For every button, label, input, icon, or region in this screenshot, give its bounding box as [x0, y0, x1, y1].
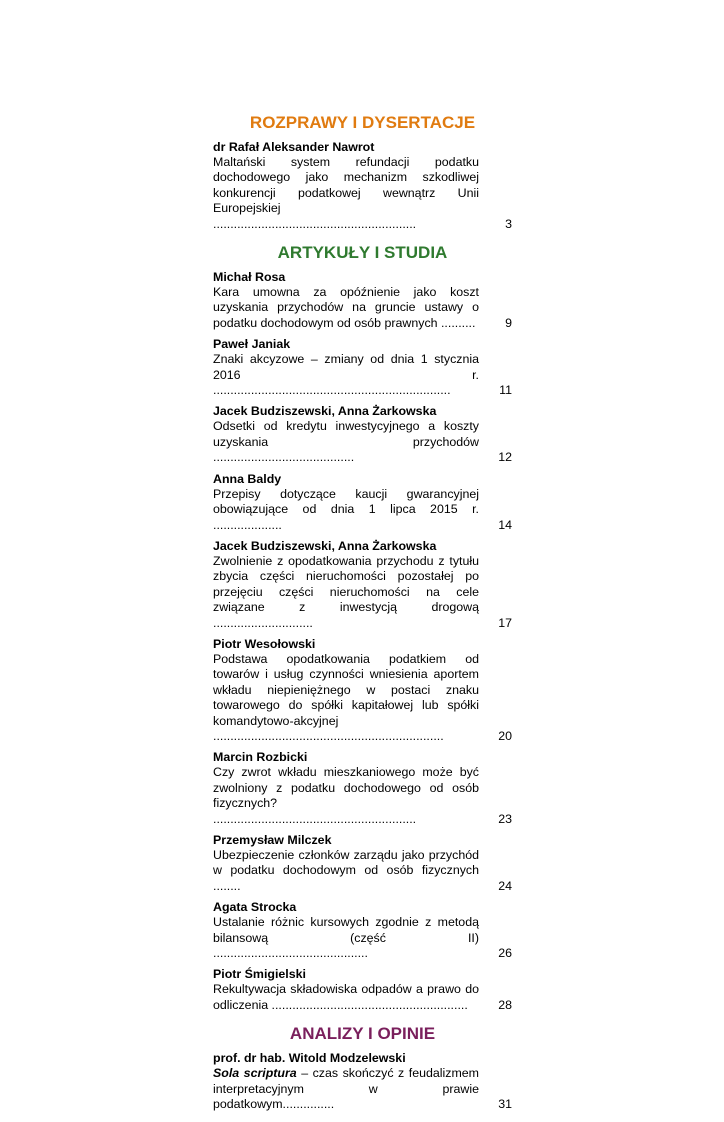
- toc-entry[interactable]: [213, 472, 512, 533]
- toc-entry[interactable]: [213, 404, 512, 465]
- entry-author: Jacek Budziszewski, Anna Żarkowska: [213, 538, 437, 553]
- entry-author: dr Rafał Aleksander Nawrot: [213, 140, 375, 154]
- entry-author: Anna Baldy: [213, 471, 282, 486]
- toc-entry[interactable]: [213, 637, 512, 744]
- entry-page: 24: [498, 878, 512, 893]
- entry-page: 20: [498, 728, 512, 743]
- toc-entry[interactable]: [213, 539, 512, 631]
- entry-title: Odsetki od kredytu inwestycyjnego a koszty uzyskania przychodów .........................................: [213, 419, 479, 465]
- entry-title: Maltański system refundacji podatku dochodowego jako mechanizm szkodliwej konkurencji podatkowej wewnątrz Unii Europejskiej ...........................................................: [213, 155, 479, 231]
- entry-title-italic: Sola scriptura: [213, 1066, 297, 1081]
- section-artykuly: [213, 242, 512, 1013]
- entry-page: 14: [498, 517, 512, 532]
- toc-entry[interactable]: [213, 750, 512, 827]
- section-rozprawy: [213, 112, 512, 232]
- entry-author: Michał Rosa: [213, 270, 286, 285]
- entry-page: 26: [498, 946, 512, 961]
- toc-entry[interactable]: [213, 900, 512, 961]
- toc-entry[interactable]: [213, 140, 512, 232]
- entry-author: Jacek Budziszewski, Anna Żarkowska: [213, 404, 437, 419]
- entry-author: Piotr Śmigielski: [213, 967, 306, 982]
- toc-entry[interactable]: [213, 337, 512, 398]
- section-analizy: [213, 1023, 512, 1112]
- entry-author: Agata Strocka: [213, 900, 297, 915]
- toc-entry[interactable]: [213, 967, 512, 1013]
- section-title: ROZPRAWY I DYSERTACJE: [249, 113, 476, 132]
- entry-author: prof. dr hab. Witold Modzelewski: [213, 1051, 406, 1066]
- entry-title: Ustalanie różnic kursowych zgodnie z metodą bilansową (część II) .............................................: [213, 915, 479, 961]
- entry-page: 17: [498, 615, 512, 630]
- entry-page: 12: [498, 450, 512, 465]
- entry-title: Czy zwrot wkładu mieszkaniowego może być zwolniony z podatku dochodowego od osób fizycznych? ...........................................................: [213, 765, 479, 826]
- entry-author: Paweł Janiak: [213, 337, 291, 352]
- table-of-contents: [213, 112, 512, 1122]
- section-title: ARTYKUŁY I STUDIA: [277, 243, 448, 263]
- entry-page: 28: [498, 997, 512, 1012]
- entry-title: Kara umowna za opóźnienie jako koszt uzyskania przychodów na gruncie ustawy o podatku dochodowym od osób prawnych ..........: [213, 285, 479, 330]
- entry-page: 9: [505, 315, 512, 330]
- section-title: ANALIZY I OPINIE: [289, 1024, 436, 1044]
- entry-title: Zwolnienie z opodatkowania przychodu z tytułu zbycia części nieruchomości pozostałej po przejęciu części nieruchomości na cele związane z inwestycją drogową .............................: [213, 553, 479, 630]
- entry-page: 23: [498, 811, 512, 826]
- entry-title: [213, 1066, 479, 1112]
- toc-entry[interactable]: [213, 270, 512, 331]
- entry-author: Marcin Rozbicki: [213, 750, 308, 765]
- toc-entry[interactable]: [213, 1051, 512, 1112]
- entry-title: Podstawa opodatkowania podatkiem od towarów i usług czynności wniesienia aportem wkładu niepieniężnego w postaci znaku towarowego do spółki kapitałowej lub spółki komandytowo-akcyjnej ...................................................................: [213, 651, 479, 743]
- entry-author: Przemysław Milczek: [213, 833, 332, 847]
- entry-title-rest: – czas skończyć z feudalizmem interpretacyjnym w prawie podatkowym...............: [213, 1066, 479, 1112]
- entry-page: 3: [505, 216, 512, 231]
- entry-page: 31: [498, 1097, 512, 1112]
- entry-title: Przepisy dotyczące kaucji gwarancyjnej obowiązujące od dnia 1 lipca 2015 r. ....................: [213, 486, 479, 532]
- toc-entry[interactable]: [213, 833, 512, 894]
- entry-author: Piotr Wesołowski: [213, 636, 316, 651]
- entry-title: Ubezpieczenie członków zarządu jako przychód w podatku dochodowym od osób fizycznych ........: [213, 848, 479, 893]
- entry-title: Znaki akcyzowe – zmiany od dnia 1 stycznia 2016 r. .....................................................................: [213, 352, 479, 398]
- entry-page: 11: [499, 383, 512, 398]
- entry-title: Rekultywacja składowiska odpadów a prawo do odliczenia .........................................................: [213, 982, 479, 1012]
